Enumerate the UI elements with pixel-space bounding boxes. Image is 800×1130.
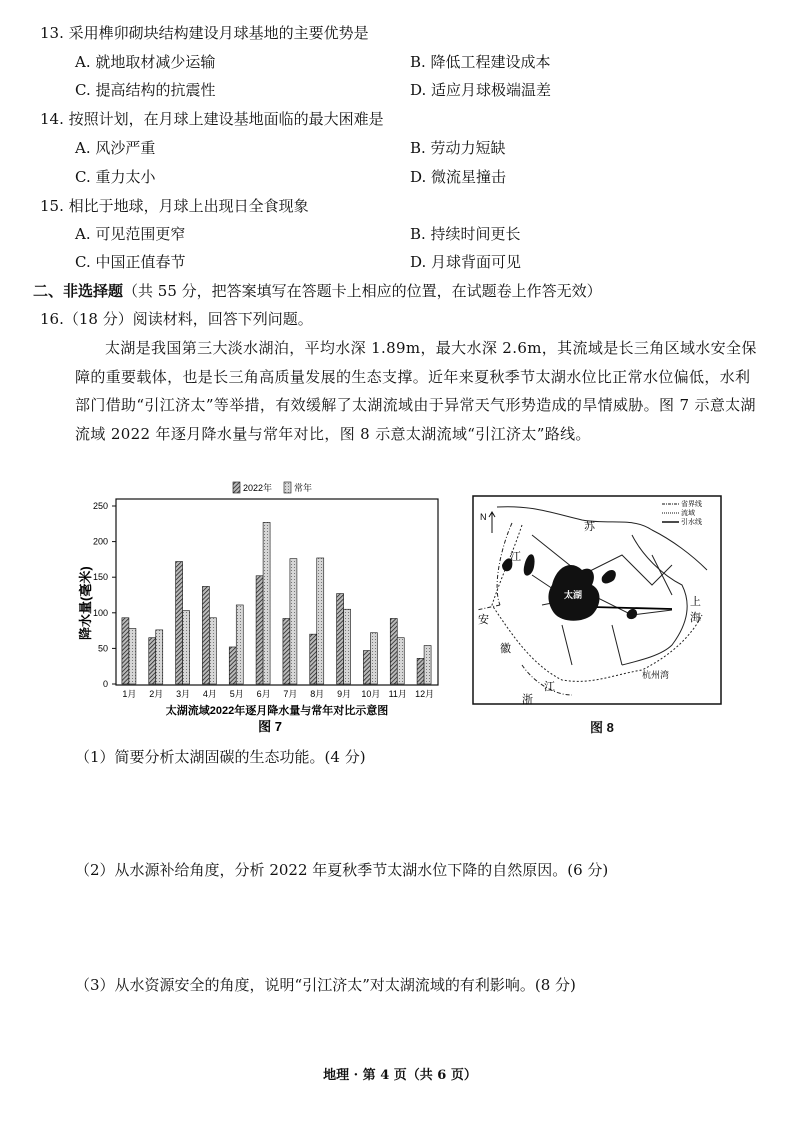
bar-2022-2 — [149, 638, 156, 684]
x-tick-label: 3月 — [176, 689, 191, 699]
q15-option-c: C. 中国正值春节 — [75, 253, 186, 271]
bar-2022-7 — [283, 618, 290, 684]
x-tick-label: 5月 — [229, 689, 244, 699]
question-16-stem: 16.（18 分）阅读材料，回答下列问题。 — [40, 310, 313, 328]
legend-diversion-line: 引水线 — [681, 519, 702, 526]
q14-option-c: C. 重力太小 — [75, 168, 156, 186]
x-tick-label: 10月 — [361, 689, 381, 699]
chart-y-axis-label: 降水量(毫米) — [78, 566, 93, 640]
q13-option-a: A. 就地取材减少运输 — [75, 53, 216, 71]
bar-2022-6 — [256, 576, 263, 684]
legend-province-boundary: 省界线 — [681, 501, 702, 508]
x-tick-label: 11月 — [388, 689, 407, 699]
y-tick-label: 150 — [92, 572, 108, 583]
bar-normal-1 — [129, 628, 136, 684]
bar-2022-10 — [363, 651, 370, 684]
section-2-note: （共 55 分，把答案填写在答题卡上相应的位置，在试题卷上作答无效） — [123, 282, 602, 300]
x-tick-label: 2月 — [149, 689, 164, 699]
question-13-stem: 13. 采用榫卯砌块结构建设月球基地的主要优势是 — [40, 24, 369, 42]
bar-2022-8 — [310, 634, 317, 684]
label-jiang-2: 江 — [544, 681, 555, 693]
label-zhe: 浙 — [522, 694, 533, 705]
bar-2022-5 — [229, 647, 236, 684]
y-tick-label: 200 — [92, 536, 108, 547]
figure-8-label: 图 8 — [590, 720, 614, 735]
q15-option-a: A. 可见范围更窄 — [75, 225, 186, 243]
bar-normal-12 — [424, 646, 431, 684]
bar-2022-12 — [417, 658, 424, 684]
question-16-material: 太湖是我国第三大淡水湖泊，平均水深 1.89m，最大水深 2.6m，其流域是长三角区域水安全保障的重要载体，也是长三角高质量发展的生态支撑。近年来夏秋季节太湖水位比正常水位偏低，水利部门借助“引江济太”等举措，有效缓解了太湖流域由于异常天气形势造成的旱情威胁。图 7 示意太湖流域 2022 年逐月降水量与常年对比，图 8 示意太湖流域“引江济太”路线。 — [75, 339, 757, 443]
x-tick-label: 4月 — [202, 689, 217, 699]
q14-option-a: A. 风沙严重 — [75, 139, 156, 157]
question-14-stem: 14. 按照计划，在月球上建设基地面临的最大困难是 — [40, 110, 384, 128]
y-tick-label: 250 — [92, 501, 108, 511]
chart-title: 太湖流域2022年逐月降水量与常年对比示意图 — [165, 705, 389, 717]
bar-normal-4 — [209, 618, 216, 684]
bar-normal-11 — [397, 638, 404, 684]
bar-normal-5 — [236, 605, 243, 684]
q13-option-b: B. 降低工程建设成本 — [410, 53, 551, 71]
bar-normal-9 — [344, 609, 351, 684]
lake-label: 太湖 — [564, 590, 583, 600]
figure-7-label: 图 7 — [258, 719, 282, 734]
x-tick-label: 12月 — [415, 689, 435, 699]
label-shang: 上 — [690, 596, 701, 608]
q13-option-d: D. 适应月球极端温差 — [410, 81, 552, 99]
x-tick-label: 7月 — [283, 689, 298, 699]
q15-option-b: B. 持续时间更长 — [410, 225, 521, 243]
bar-normal-2 — [156, 630, 163, 684]
bar-2022-1 — [122, 618, 129, 684]
q13-option-c: C. 提高结构的抗震性 — [75, 81, 216, 99]
label-su: 苏 — [584, 521, 595, 533]
x-tick-label: 6月 — [256, 689, 271, 699]
bar-2022-9 — [337, 594, 344, 684]
page-footer: 地理 · 第 4 页（共 6 页） — [323, 1068, 477, 1083]
q16-sub-2: （2）从水源补给角度，分析 2022 年夏秋季节太湖水位下降的自然原因。(6 分) — [75, 861, 609, 879]
chart-legend — [233, 482, 312, 493]
bar-2022-11 — [390, 618, 397, 684]
legend-swatch-normal — [284, 482, 291, 493]
legend-basin: 流域 — [681, 510, 695, 517]
label-hangzhou-bay: 杭州湾 — [642, 670, 670, 680]
bar-normal-10 — [370, 633, 377, 684]
bar-2022-4 — [202, 586, 209, 684]
taihu-basin-map — [472, 495, 722, 705]
bar-normal-8 — [317, 558, 324, 684]
q16-sub-1: （1）简要分析太湖固碳的生态功能。(4 分) — [75, 748, 366, 766]
y-tick-label: 0 — [102, 679, 108, 689]
bar-normal-7 — [290, 559, 297, 684]
x-tick-label: 1月 — [122, 689, 137, 699]
legend-label-2022: 2022年 — [243, 483, 273, 493]
x-tick-label: 8月 — [310, 689, 325, 699]
q14-option-d: D. 微流星撞击 — [410, 168, 507, 186]
q15-option-d: D. 月球背面可见 — [410, 253, 522, 271]
legend-swatch-2022 — [233, 482, 240, 493]
y-tick-label: 50 — [97, 643, 108, 654]
label-an: 安 — [478, 614, 489, 626]
label-hui: 徽 — [500, 643, 511, 655]
label-jiang: 江 — [510, 551, 521, 563]
y-tick-label: 100 — [92, 607, 108, 618]
x-tick-label: 9月 — [337, 689, 352, 699]
section-2-title: 二、非选择题 — [33, 282, 124, 300]
bar-2022-3 — [176, 562, 183, 684]
north-arrow-label: N — [480, 512, 487, 522]
bar-normal-3 — [183, 611, 190, 684]
q14-option-b: B. 劳动力短缺 — [410, 139, 506, 157]
question-15-stem: 15. 相比于地球，月球上出现日全食现象 — [40, 197, 309, 215]
chart-plot-frame — [116, 499, 438, 685]
q16-sub-3: （3）从水资源安全的角度，说明“引江济太”对太湖流域的有利影响。(8 分) — [75, 976, 576, 994]
legend-label-normal: 常年 — [294, 483, 313, 493]
bar-normal-6 — [263, 522, 270, 684]
label-hai: 海 — [690, 612, 701, 624]
